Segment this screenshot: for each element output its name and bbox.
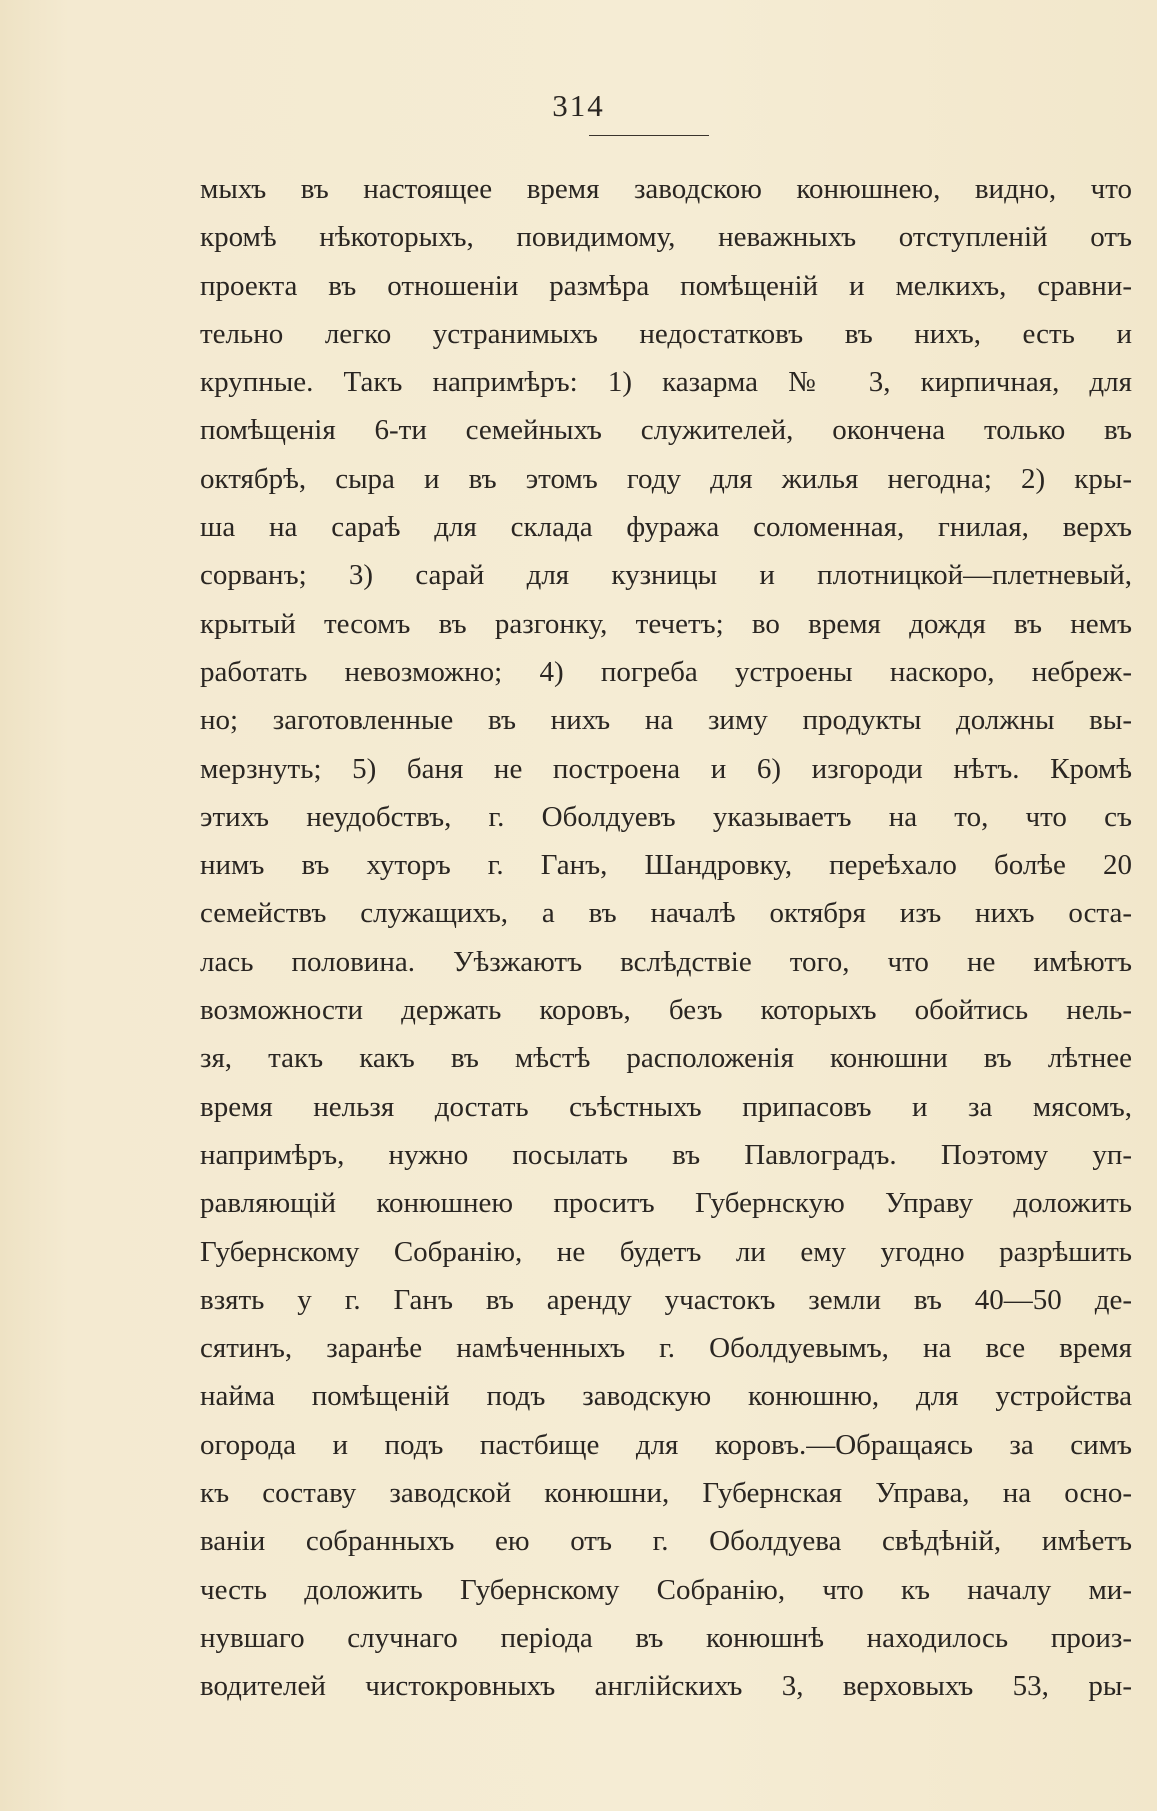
body-text <box>200 165 1132 1711</box>
text-line: мерзнуть; 5) баня не построена и 6) изгороди нѣтъ. Кромѣ <box>200 752 1132 785</box>
text-line: къ составу заводской конюшни, Губернская Управа, на осно- <box>200 1477 1132 1510</box>
page-number: 314 <box>552 88 605 123</box>
text-line: водителей чистокровныхъ англійскихъ 3, верховыхъ 53, ры- <box>200 1670 1132 1703</box>
text-line: ша на сараѣ для склада фуража соломенная, гнилая, верхъ <box>200 511 1132 544</box>
text-line: кромѣ нѣкоторыхъ, повидимому, неважныхъ отступленій отъ <box>200 221 1132 254</box>
text-line: равляющій конюшнею проситъ Губернскую Управу доложить <box>200 1187 1132 1220</box>
text-line: лась половина. Уѣзжаютъ вслѣдствіе того, что не имѣютъ <box>200 945 1132 978</box>
text-line: крупные. Такъ напримѣръ: 1) казарма № 3, кирпичная, для <box>200 366 1132 399</box>
text-line: напримѣръ, нужно посылать въ Павлоградъ. Поэтому уп- <box>200 1138 1132 1171</box>
text-line: семействъ служащихъ, а въ началѣ октября изъ нихъ оста- <box>200 897 1132 930</box>
text-line: работать невозможно; 4) погреба устроены наскоро, небреж- <box>200 655 1132 688</box>
text-line: тельно легко устранимыхъ недостатковъ въ нихъ, есть и <box>200 317 1132 350</box>
text-line: зя, такъ какъ въ мѣстѣ расположенія конюшни въ лѣтнее <box>200 1042 1132 1075</box>
text-line: огорода и подъ пастбище для коровъ.—Обращаясь за симъ <box>200 1428 1132 1461</box>
text-line: время нельзя достать съѣстныхъ припасовъ и за мясомъ, <box>200 1090 1132 1123</box>
text-line: возможности держать коровъ, безъ которыхъ обойтись нель- <box>200 994 1132 1027</box>
page-number-rule <box>589 135 709 136</box>
text-line: сорванъ; 3) сарай для кузницы и плотницкой—плетневый, <box>200 559 1132 592</box>
text-line: но; заготовленные въ нихъ на зиму продукты должны вы- <box>200 704 1132 737</box>
text-line: сятинъ, заранѣе намѣченныхъ г. Оболдуевымъ, на все время <box>200 1332 1132 1365</box>
text-line: честь доложить Губернскому Собранію, что къ началу ми- <box>200 1573 1132 1606</box>
text-line: ваніи собранныхъ ею отъ г. Оболдуева свѣдѣній, имѣетъ <box>200 1525 1132 1558</box>
text-line: нувшаго случнаго періода въ конюшнѣ находилось произ- <box>200 1621 1132 1654</box>
text-line: нимъ въ хуторъ г. Ганъ, Шандровку, переѣхало болѣе 20 <box>200 849 1132 882</box>
text-line: найма помѣщеній подъ заводскую конюшню, для устройства <box>200 1380 1132 1413</box>
text-line: мыхъ въ настоящее время заводскою конюшнею, видно, что <box>200 173 1132 205</box>
text-line: октябрѣ, сыра и въ этомъ году для жилья негодна; 2) кры- <box>200 462 1132 495</box>
text-line: помѣщенія 6-ти семейныхъ служителей, окончена только въ <box>200 414 1132 447</box>
text-line: крытый тесомъ въ разгонку, течетъ; во время дождя въ немъ <box>200 607 1132 640</box>
text-line: Губернскому Собранію, не будетъ ли ему угодно разрѣшить <box>200 1235 1132 1268</box>
text-line: этихъ неудобствъ, г. Оболдуевъ указываетъ на то, что съ <box>200 800 1132 833</box>
text-line: проекта въ отношеніи размѣра помѣщеній и мелкихъ, сравни- <box>200 269 1132 302</box>
text-line: взять у г. Ганъ въ аренду участокъ земли въ 40—50 де- <box>200 1283 1132 1316</box>
